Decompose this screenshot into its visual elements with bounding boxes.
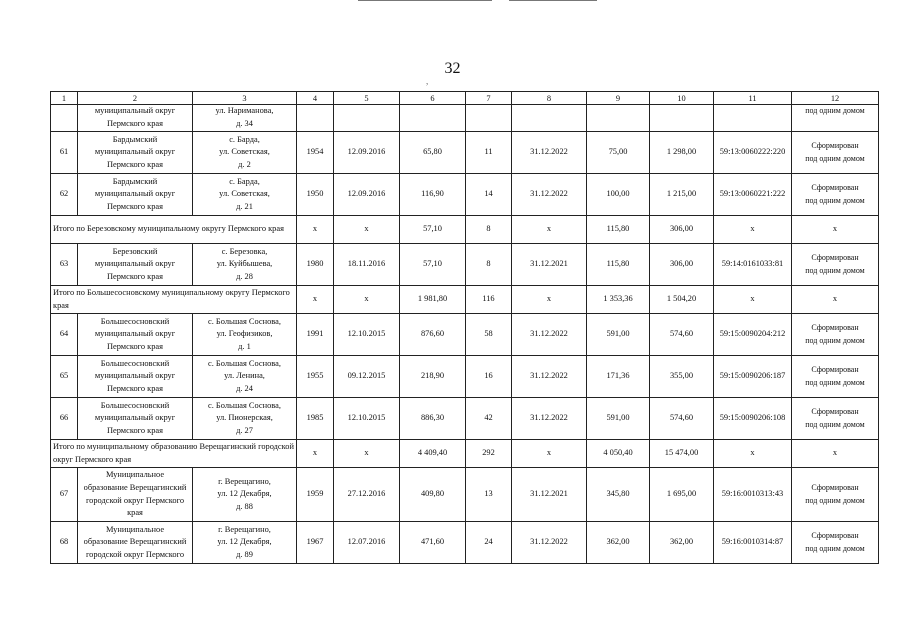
- address-line: д. 88: [236, 501, 253, 511]
- status-line: под одним домом: [805, 106, 865, 115]
- cell-area: 116,90: [400, 174, 466, 216]
- cell-c10: [650, 105, 714, 132]
- cell-c9: 115,80: [587, 244, 650, 286]
- cell-residents: 58: [466, 314, 512, 356]
- cell-number: 64: [51, 314, 78, 356]
- total-c8: х: [512, 440, 587, 468]
- address-line: д. 2: [238, 159, 251, 169]
- address-line: ул. Ленина,: [224, 371, 265, 381]
- cell-status: [792, 398, 879, 440]
- cell-area: [400, 105, 466, 132]
- table-body: [51, 92, 879, 564]
- table-row: [51, 398, 879, 440]
- cell-c9: 362,00: [587, 522, 650, 564]
- cell-municipality: [78, 105, 193, 132]
- cell-year: 1954: [297, 132, 334, 174]
- cell-c9: 591,00: [587, 314, 650, 356]
- cell-year: 1959: [297, 468, 334, 522]
- cell-deadline: 31.12.2022: [512, 398, 587, 440]
- cell-date: 12.09.2016: [334, 132, 400, 174]
- total-c12: х: [792, 216, 879, 244]
- municipality-line: образование Верещагинский: [83, 537, 187, 547]
- cell-address: [193, 356, 297, 398]
- address-line: д. 89: [236, 549, 253, 559]
- column-number: 11: [714, 92, 792, 105]
- address-line: ул. 12 Декабря,: [217, 489, 272, 499]
- status-line: Сформирован: [811, 530, 859, 540]
- cell-number: [51, 105, 78, 132]
- cell-cadastral: 59:15:0090206:187: [714, 356, 792, 398]
- municipality-line: муниципальный округ: [94, 189, 176, 199]
- cell-date: 27.12.2016: [334, 468, 400, 522]
- cell-address: [193, 105, 297, 132]
- total-c11: х: [714, 286, 792, 314]
- municipality-line: муниципальный округ: [94, 371, 176, 381]
- cell-residents: 42: [466, 398, 512, 440]
- address-line: д. 28: [236, 271, 253, 281]
- cell-status: [792, 244, 879, 286]
- column-number-row: [51, 92, 879, 105]
- cell-number: 66: [51, 398, 78, 440]
- cell-area: 409,80: [400, 468, 466, 522]
- cell-municipality: [78, 398, 193, 440]
- table-row: [51, 174, 879, 216]
- column-number: 2: [78, 92, 193, 105]
- total-c8: х: [512, 286, 587, 314]
- municipality-line: края: [127, 508, 143, 518]
- total-c8: х: [512, 216, 587, 244]
- column-number: 1: [51, 92, 78, 105]
- cell-c10: 1 695,00: [650, 468, 714, 522]
- page-number: 32: [444, 60, 461, 77]
- cell-status: [792, 314, 879, 356]
- cell-date: 12.07.2016: [334, 522, 400, 564]
- column-number: 6: [400, 92, 466, 105]
- cell-date: 09.12.2015: [334, 356, 400, 398]
- status-line: под одним домом: [805, 543, 865, 553]
- cell-area: 886,30: [400, 398, 466, 440]
- total-c5: х: [334, 216, 400, 244]
- status-line: Сформирован: [811, 140, 859, 150]
- cell-c10: 306,00: [650, 244, 714, 286]
- address-line: с. Барда,: [229, 134, 260, 144]
- status-line: Сформирован: [811, 252, 859, 262]
- total-c7: 116: [466, 286, 512, 314]
- cell-c9: 591,00: [587, 398, 650, 440]
- municipality-line: Пермского края: [106, 159, 163, 169]
- cell-number: 67: [51, 468, 78, 522]
- cell-c10: 355,00: [650, 356, 714, 398]
- municipality-line: городской округ Пермского: [85, 549, 185, 559]
- cell-c9: 75,00: [587, 132, 650, 174]
- cell-cadastral: 59:14:0161033:81: [714, 244, 792, 286]
- total-c10: 1 504,20: [650, 286, 714, 314]
- cell-municipality: [78, 468, 193, 522]
- housing-table: [50, 91, 879, 564]
- cell-date: 12.09.2016: [334, 174, 400, 216]
- total-c4: х: [297, 440, 334, 468]
- total-row: [51, 440, 879, 468]
- total-c5: х: [334, 440, 400, 468]
- cell-year: [297, 105, 334, 132]
- continuation-row: [51, 105, 879, 132]
- municipality-line: Пермского края: [106, 201, 163, 211]
- total-c11: х: [714, 216, 792, 244]
- cell-residents: 16: [466, 356, 512, 398]
- address-line: с. Большая Соснова,: [208, 316, 281, 326]
- status-line: под одним домом: [805, 265, 865, 275]
- address-line: с. Большая Соснова,: [208, 400, 281, 410]
- address-line: с. Барда,: [229, 176, 260, 186]
- cell-area: 218,90: [400, 356, 466, 398]
- cell-c10: 574,60: [650, 314, 714, 356]
- cell-cadastral: 59:15:0090206:108: [714, 398, 792, 440]
- cell-area: 65,80: [400, 132, 466, 174]
- total-c12: х: [792, 286, 879, 314]
- cell-c10: 362,00: [650, 522, 714, 564]
- municipality-line: Муниципальное: [105, 524, 165, 534]
- address-line: д. 27: [236, 425, 253, 435]
- municipality-line: Пермского края: [106, 425, 163, 435]
- cell-deadline: [512, 105, 587, 132]
- cell-deadline: 31.12.2021: [512, 468, 587, 522]
- cell-c10: 1 215,00: [650, 174, 714, 216]
- status-line: Сформирован: [811, 406, 859, 416]
- total-c9: 115,80: [587, 216, 650, 244]
- table-row: [51, 244, 879, 286]
- municipality-line: Большесосновский: [100, 400, 170, 410]
- cell-year: 1955: [297, 356, 334, 398]
- total-c4: х: [297, 216, 334, 244]
- cell-date: 12.10.2015: [334, 398, 400, 440]
- cell-date: 12.10.2015: [334, 314, 400, 356]
- top-rule-right: [509, 0, 597, 1]
- column-number: 12: [792, 92, 879, 105]
- cell-residents: 24: [466, 522, 512, 564]
- column-number: 7: [466, 92, 512, 105]
- cell-c9: 100,00: [587, 174, 650, 216]
- cell-address: [193, 132, 297, 174]
- municipality-line: Муниципальное: [105, 470, 165, 480]
- status-line: под одним домом: [805, 495, 865, 505]
- municipality-line: Бардымский: [112, 176, 158, 186]
- cell-status: [792, 522, 879, 564]
- cell-deadline: 31.12.2022: [512, 132, 587, 174]
- cell-c10: 574,60: [650, 398, 714, 440]
- address-line: г. Верещагино,: [218, 476, 271, 486]
- total-c9: 4 050,40: [587, 440, 650, 468]
- municipality-line: Пермского края: [106, 341, 163, 351]
- total-row: [51, 216, 879, 244]
- total-c6: 4 409,40: [400, 440, 466, 468]
- status-line: Сформирован: [811, 322, 859, 332]
- cell-address: [193, 174, 297, 216]
- total-label: Итого по Березовскому муниципальному округу Пермского края: [51, 216, 297, 244]
- status-line: Сформирован: [811, 364, 859, 374]
- cell-number: 61: [51, 132, 78, 174]
- column-number: 8: [512, 92, 587, 105]
- cell-year: 1991: [297, 314, 334, 356]
- cell-residents: 11: [466, 132, 512, 174]
- municipality-line: Большесосновский: [100, 316, 170, 326]
- cell-address: [193, 244, 297, 286]
- municipality-line: городской округ Пермского: [85, 495, 185, 505]
- address-line: д. 21: [236, 201, 253, 211]
- cell-c10: 1 298,00: [650, 132, 714, 174]
- column-number: 4: [297, 92, 334, 105]
- address-line: ул. Геофизиков,: [216, 329, 273, 339]
- total-c7: 292: [466, 440, 512, 468]
- column-number: 9: [587, 92, 650, 105]
- cell-residents: 14: [466, 174, 512, 216]
- status-line: под одним домом: [805, 153, 865, 163]
- total-c9: 1 353,36: [587, 286, 650, 314]
- cell-residents: 13: [466, 468, 512, 522]
- municipality-line: муниципальный округ: [94, 259, 176, 269]
- total-label: Итого по Большесосновскому муниципальному округу Пермского края: [51, 286, 297, 314]
- municipality-line: Пермского края: [106, 119, 163, 128]
- cell-cadastral: 59:16:0010314:87: [714, 522, 792, 564]
- cell-address: [193, 468, 297, 522]
- municipality-line: Пермского края: [106, 271, 163, 281]
- cell-municipality: [78, 132, 193, 174]
- cell-year: 1950: [297, 174, 334, 216]
- cell-residents: [466, 105, 512, 132]
- municipality-line: муниципальный округ: [94, 147, 176, 157]
- municipality-line: Пермского края: [106, 383, 163, 393]
- cell-cadastral: 59:15:0090204:212: [714, 314, 792, 356]
- cell-address: [193, 314, 297, 356]
- total-c12: х: [792, 440, 879, 468]
- address-line: д. 34: [236, 119, 253, 128]
- status-line: Сформирован: [811, 482, 859, 492]
- table-row: [51, 522, 879, 564]
- cell-date: 18.11.2016: [334, 244, 400, 286]
- address-line: ул. Советская,: [219, 189, 270, 199]
- cell-status: [792, 105, 879, 132]
- cell-number: 62: [51, 174, 78, 216]
- cell-deadline: 31.12.2022: [512, 314, 587, 356]
- cell-status: [792, 468, 879, 522]
- cell-deadline: 31.12.2022: [512, 356, 587, 398]
- cell-area: 876,60: [400, 314, 466, 356]
- address-line: г. Верещагино,: [218, 524, 271, 534]
- address-line: ул. 12 Декабря,: [217, 537, 272, 547]
- cell-year: 1980: [297, 244, 334, 286]
- cell-year: 1985: [297, 398, 334, 440]
- column-number: 10: [650, 92, 714, 105]
- municipality-line: муниципальный округ: [94, 329, 176, 339]
- total-c10: 15 474,00: [650, 440, 714, 468]
- address-line: д. 24: [236, 383, 253, 393]
- total-c11: х: [714, 440, 792, 468]
- total-c5: х: [334, 286, 400, 314]
- address-line: ул. Куйбышева,: [216, 259, 273, 269]
- table-row: [51, 356, 879, 398]
- cell-deadline: 31.12.2022: [512, 522, 587, 564]
- total-label: Итого по муниципальному образованию Верещагинский городской округ Пермского края: [51, 440, 297, 468]
- cell-number: 68: [51, 522, 78, 564]
- column-number: 5: [334, 92, 400, 105]
- address-line: с. Большая Соснова,: [208, 358, 281, 368]
- address-line: ул. Нариманова,: [215, 106, 274, 116]
- cell-number: 63: [51, 244, 78, 286]
- cell-year: 1967: [297, 522, 334, 564]
- cell-cadastral: 59:16:0010313:43: [714, 468, 792, 522]
- municipality-line: муниципальный округ: [94, 413, 176, 423]
- total-c4: х: [297, 286, 334, 314]
- cell-c9: [587, 105, 650, 132]
- cell-address: [193, 522, 297, 564]
- total-c6: 1 981,80: [400, 286, 466, 314]
- cell-municipality: [78, 314, 193, 356]
- cell-deadline: 31.12.2022: [512, 174, 587, 216]
- status-line: под одним домом: [805, 335, 865, 345]
- status-line: под одним домом: [805, 195, 865, 205]
- total-c10: 306,00: [650, 216, 714, 244]
- top-rule-left: [358, 0, 492, 1]
- status-line: под одним домом: [805, 419, 865, 429]
- cell-date: [334, 105, 400, 132]
- table-row: [51, 132, 879, 174]
- status-line: Сформирован: [811, 182, 859, 192]
- total-row: [51, 286, 879, 314]
- municipality-line: Большесосновский: [100, 358, 170, 368]
- column-number: 3: [193, 92, 297, 105]
- cell-municipality: [78, 356, 193, 398]
- total-c6: 57,10: [400, 216, 466, 244]
- cell-c9: 171,36: [587, 356, 650, 398]
- cell-status: [792, 174, 879, 216]
- cell-number: 65: [51, 356, 78, 398]
- cell-cadastral: [714, 105, 792, 132]
- status-line: под одним домом: [805, 377, 865, 387]
- address-line: с. Березовка,: [221, 246, 268, 256]
- cell-cadastral: 59:13:0060222:220: [714, 132, 792, 174]
- table-row: [51, 314, 879, 356]
- cell-cadastral: 59:13:0060221:222: [714, 174, 792, 216]
- municipality-line: Березовский: [112, 246, 158, 256]
- municipality-line: муниципальный округ: [94, 106, 176, 116]
- scan-mark: ,: [426, 76, 429, 86]
- address-line: ул. Советская,: [219, 147, 270, 157]
- address-line: д. 1: [238, 341, 251, 351]
- total-c7: 8: [466, 216, 512, 244]
- cell-status: [792, 356, 879, 398]
- cell-residents: 8: [466, 244, 512, 286]
- cell-address: [193, 398, 297, 440]
- municipality-line: Бардымский: [112, 134, 158, 144]
- cell-deadline: 31.12.2021: [512, 244, 587, 286]
- table-row: [51, 468, 879, 522]
- cell-area: 57,10: [400, 244, 466, 286]
- cell-municipality: [78, 244, 193, 286]
- municipality-line: образование Верещагинский: [83, 482, 187, 492]
- address-line: ул. Пионерская,: [216, 413, 273, 423]
- cell-area: 471,60: [400, 522, 466, 564]
- cell-status: [792, 132, 879, 174]
- cell-c9: 345,80: [587, 468, 650, 522]
- cell-municipality: [78, 522, 193, 564]
- cell-municipality: [78, 174, 193, 216]
